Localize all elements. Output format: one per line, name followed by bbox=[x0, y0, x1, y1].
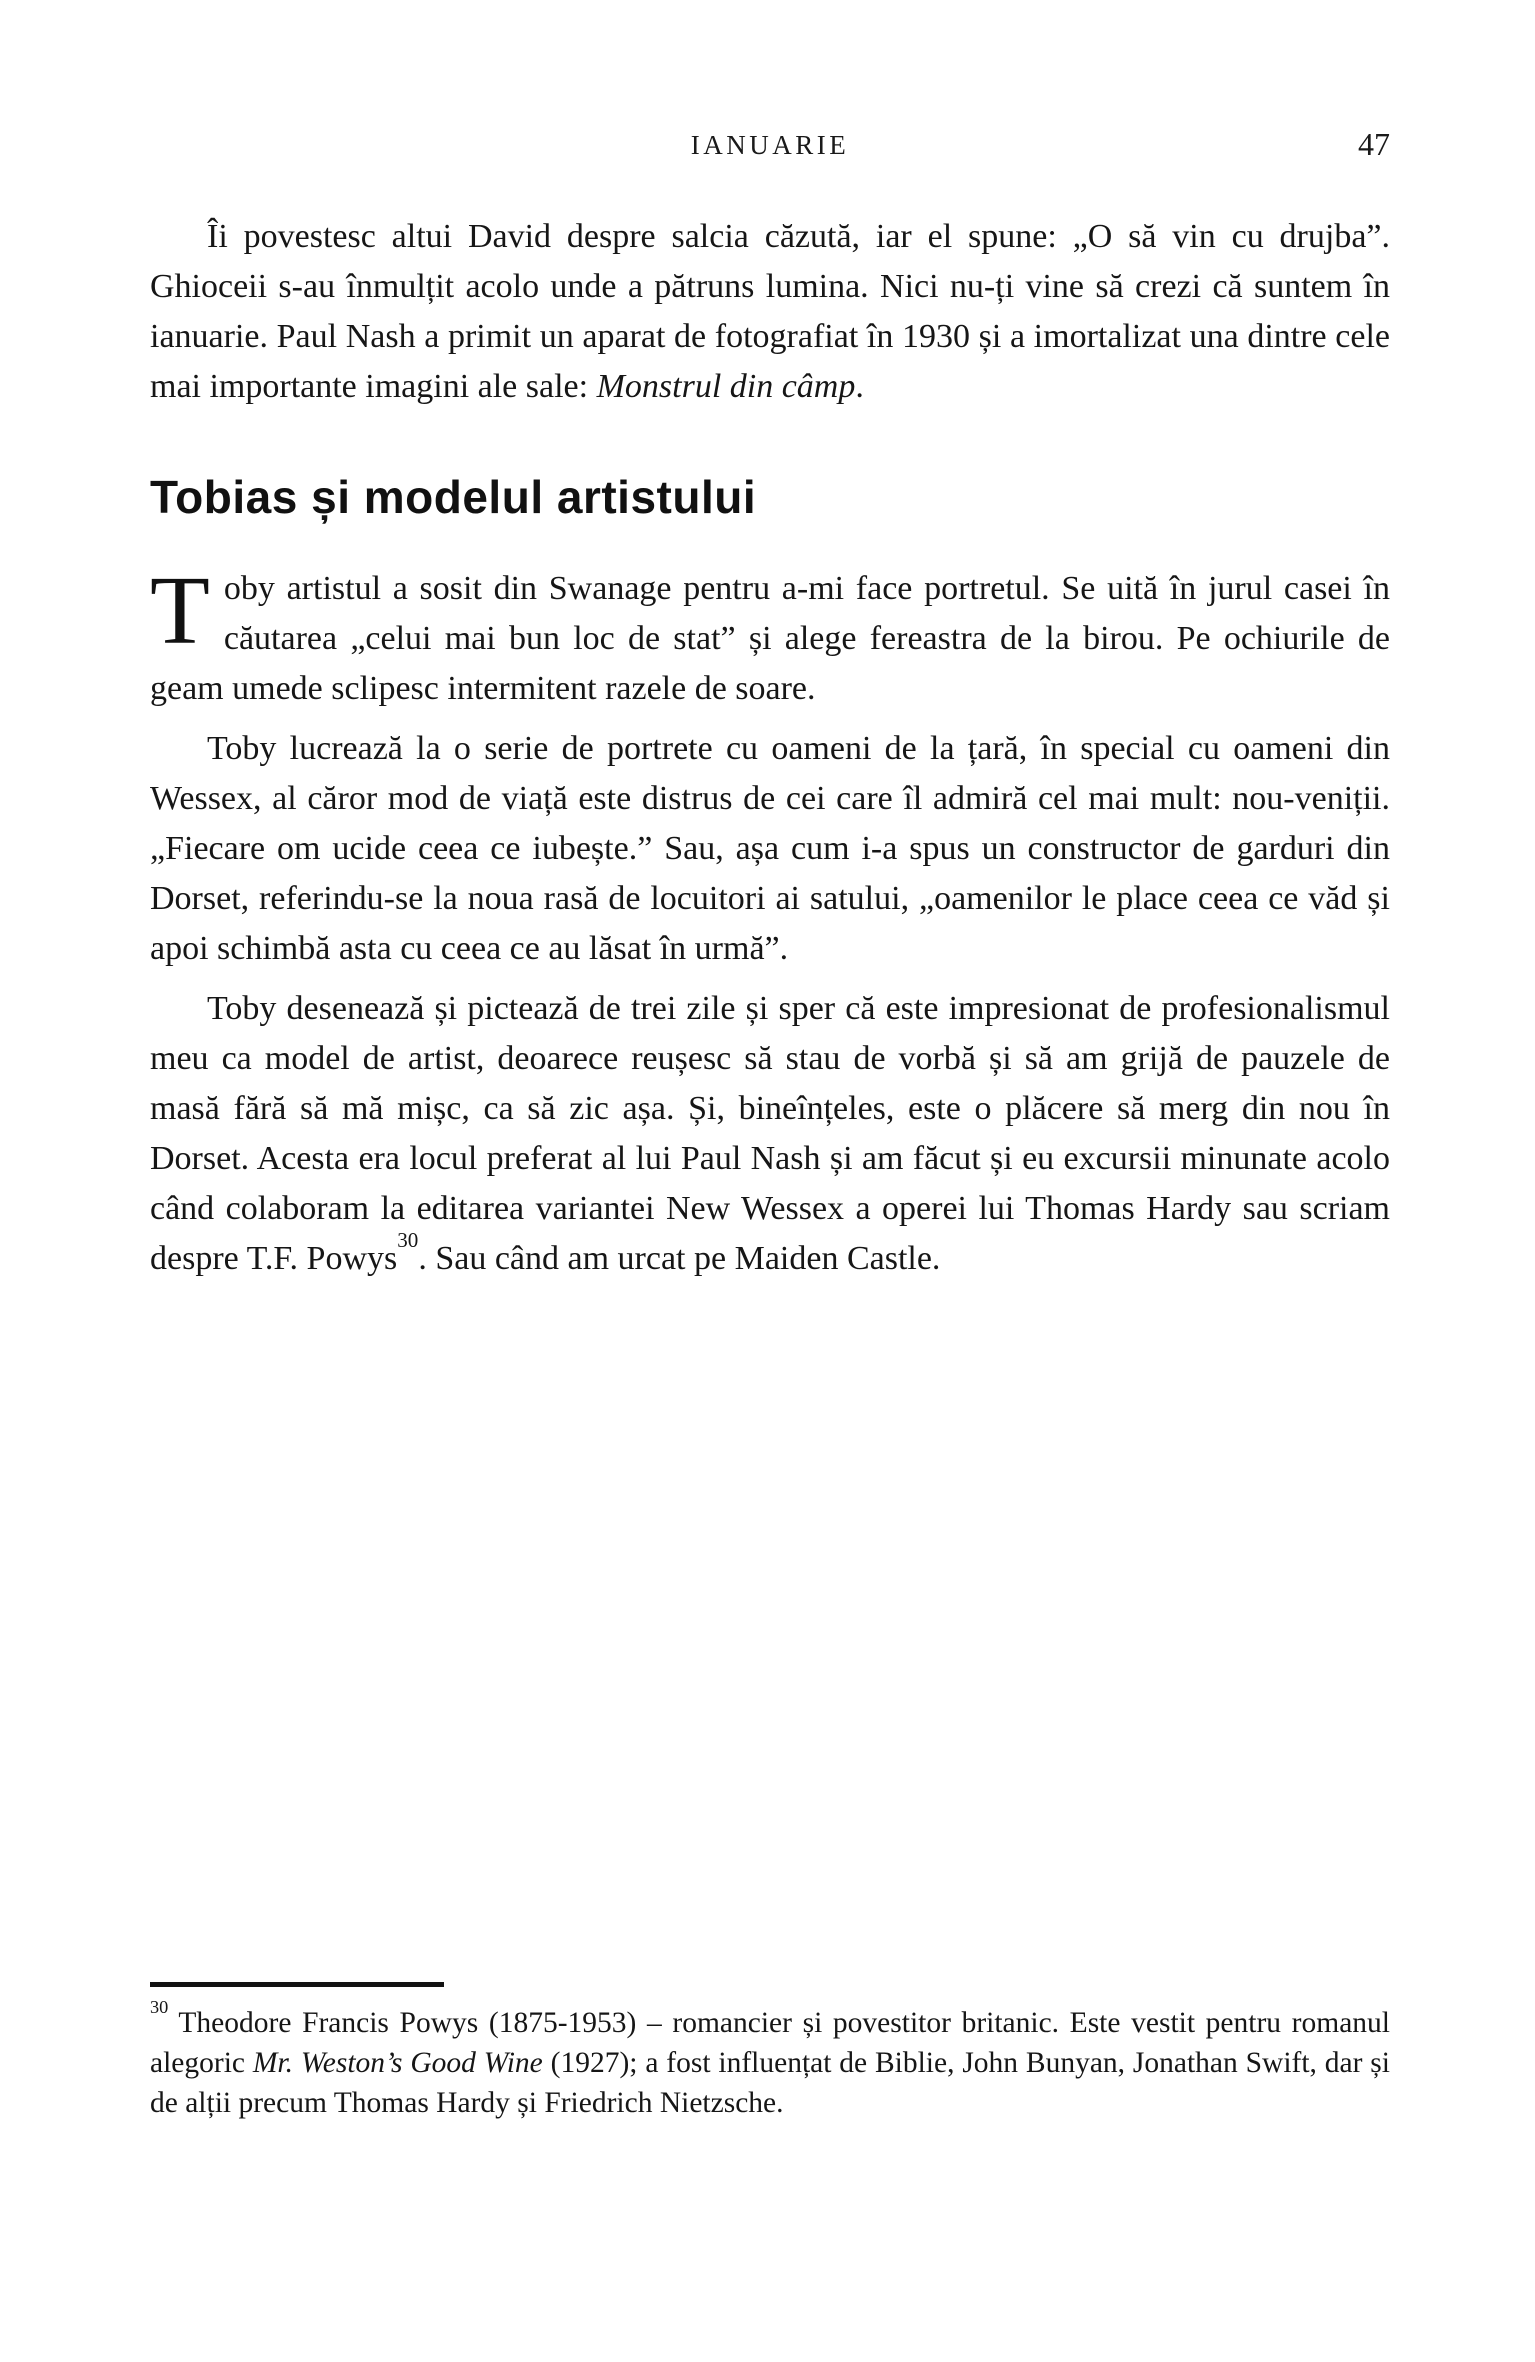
main-text-block bbox=[150, 212, 1390, 1294]
paragraph-2 bbox=[150, 557, 1390, 714]
paragraph-4-text: Toby desenează și pictează de trei zile și sper că este impresionat de profesionalismul meu ca model de artist, deoarece reușesc să stau de vorbă și să am grijă de pauzele de masă fără să mă mișc, ca să zic așa. Și, bineînțeles, este o plăcere să merg din nou în Dorset. Acesta era locul preferat al lui Paul Nash și am făcut și eu excursii minunate acolo când colaboram la editarea variantei New Wessex a operei lui Thomas Hardy sau scriam despre T.F. Powys bbox=[150, 990, 1390, 1277]
footnote-body-end: (1927); a fost influențat de Biblie, John Bunyan, Jonathan Swift, dar și de alții precum Thomas Hardy și Friedrich Nietzsche. bbox=[150, 2047, 1390, 2119]
paragraph-1-end: . bbox=[855, 368, 864, 405]
paragraph-1-italic-title: Monstrul din câmp bbox=[596, 368, 856, 405]
section-heading: Tobias și modelul artistului bbox=[150, 471, 757, 523]
running-head bbox=[150, 126, 1390, 162]
footnote-rule bbox=[150, 1982, 444, 1987]
page-number: 47 bbox=[1358, 126, 1390, 162]
footnote-number: 30 bbox=[150, 1996, 169, 2017]
paragraph-1 bbox=[150, 212, 1390, 412]
paragraph-2-text: oby artistul a sosit din Swanage pentru a-mi face portretul. Se uită în jurul casei în căutarea „celui mai bun loc de stat” și alege fereastra de la birou. Pe ochiurile de geam umede sclipesc intermitent razele de soare. bbox=[150, 570, 1390, 707]
footnote-italic-title: Mr. Weston’s Good Wine bbox=[252, 2047, 543, 2079]
paragraph-1-text: Îi povestesc altui David despre salcia căzută, iar el spune: „O să vin cu drujba”. Ghioceii s-au înmulțit acolo unde a pătruns lumina. Nici nu-ți vine să crezi că suntem în ianuarie. Paul Nash a primit un aparat de fotografiat în 1930 și a imortalizat una dintre cele mai importante imagini ale sale: bbox=[150, 218, 1390, 405]
footnote-reference: 30 bbox=[397, 1228, 419, 1253]
paragraph-4-end: . Sau când am urcat pe Maiden Castle. bbox=[418, 1240, 941, 1277]
running-header-title: IANUARIE bbox=[690, 130, 850, 160]
paragraph-3: Toby lucrează la o serie de portrete cu oameni de la țară, în special cu oameni din Wessex, al căror mod de viață este distrus de cei care îl admiră cel mai mult: nou-veniții. „Fiecare om ucide ceea ce iubește.” Sau, așa cum i-a spus un constructor de garduri din Dorset, referindu-se la noua rasă de locuitori ai satului, „oamenilor le place ceea ce văd și apoi schimbă asta cu ceea ce au lăsat în urmă”. bbox=[150, 730, 1390, 967]
footnote-text bbox=[150, 1996, 1390, 2123]
paragraph-4 bbox=[150, 984, 1390, 1284]
drop-cap: T bbox=[150, 557, 210, 665]
footnote-body-start: Theodore Francis Powys (1875-1953) – romancier și povestitor britanic. Este vestit pentru romanul alegoric bbox=[150, 2007, 1390, 2079]
footnote-area bbox=[150, 1982, 1390, 2123]
